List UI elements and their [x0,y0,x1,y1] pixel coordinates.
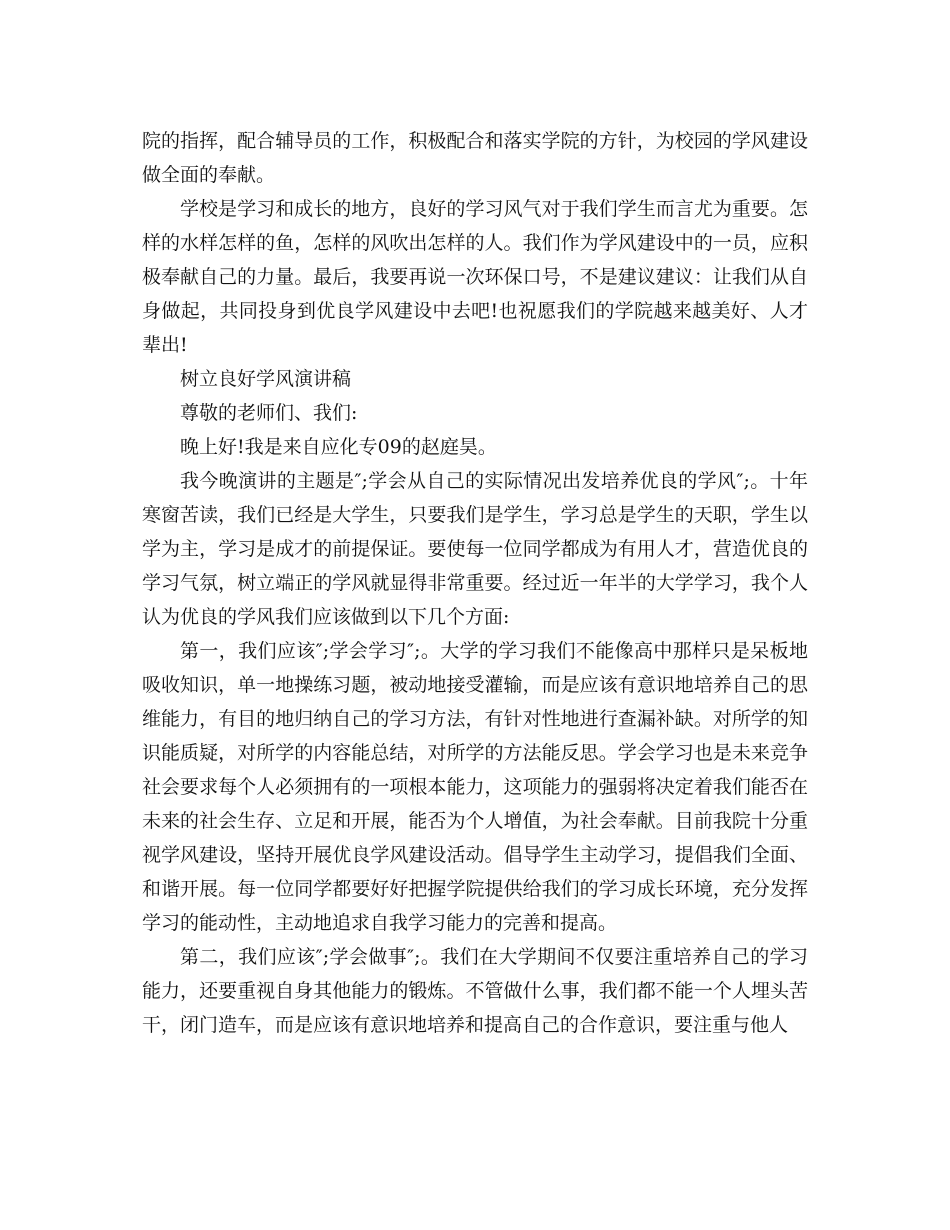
paragraph-learn-to-study: 第一，我们应该″;学会学习″;。大学的学习我们不能像高中那样只是呆板地吸收知识，单一地操练习题，被动地接受灌输，而是应该有意识地培养自己的思维能力，有目的地归纳自己的学习方法，有针对性地进行查漏补缺。对所学的知识能质疑，对所学的内容能总结，对所学的方法能反思。学会学习也是未来竞争社会要求每个人必须拥有的一项根本能力，这项能力的强弱将决定着我们能否在未来的社会生存、立足和开展，能否为个人增值，为社会奉献。目前我院十分重视学风建设，坚持开展优良学风建设活动。倡导学生主动学习，提倡我们全面、和谐开展。每一位同学都要好好把握学院提供给我们的学习成长环境，充分发挥学习的能动性，主动地追求自我学习能力的完善和提高。 [142,640,808,934]
paragraph-study-atmosphere: 学校是学习和成长的地方，良好的学习风气对于我们学生而言尤为重要。怎样的水样怎样的鱼，怎样的风吹出怎样的人。我们作为学风建设中的一员，应积极奉献自己的力量。最后，我要再说一次环保口号，不是建议建议：让我们从自身做起，共同投身到优良学风建设中去吧!也祝愿我们的学院越来越美好、人才辈出! [142,198,808,356]
greeting: 晚上好!我是来自应化专09的赵庭昊。 [180,436,497,458]
paragraph-continuation: 院的指挥，配合辅导员的工作，积极配合和落实学院的方针，为校园的学风建设做全面的奉献。 [142,130,808,186]
paragraph-learn-to-work: 第二，我们应该″;学会做事″;。我们在大学期间不仅要注重培养自己的学习能力，还要重视自身其他能力的锻炼。不管做什么事，我们都不能一个人埋头苦干，闭门造车，而是应该有意识地培养和提高自己的合作意识，要注重与他人 [142,946,808,1036]
speech-title: 树立良好学风演讲稿 [180,368,352,390]
document-body [142,124,808,1042]
salutation: 尊敬的老师们、我们: [180,402,358,424]
paragraph-theme: 我今晚演讲的主题是″;学会从自己的实际情况出发培养优良的学风″;。十年寒窗苦读，我们已经是大学生，只要我们是学生，学习总是学生的天职，学生以学为主，学习是成才的前提保证。要使每一位同学都成为有用人才，营造优良的学习气氛，树立端正的学风就显得非常重要。经过近一年半的大学学习，我个人认为优良的学风我们应该做到以下几个方面: [142,470,808,628]
